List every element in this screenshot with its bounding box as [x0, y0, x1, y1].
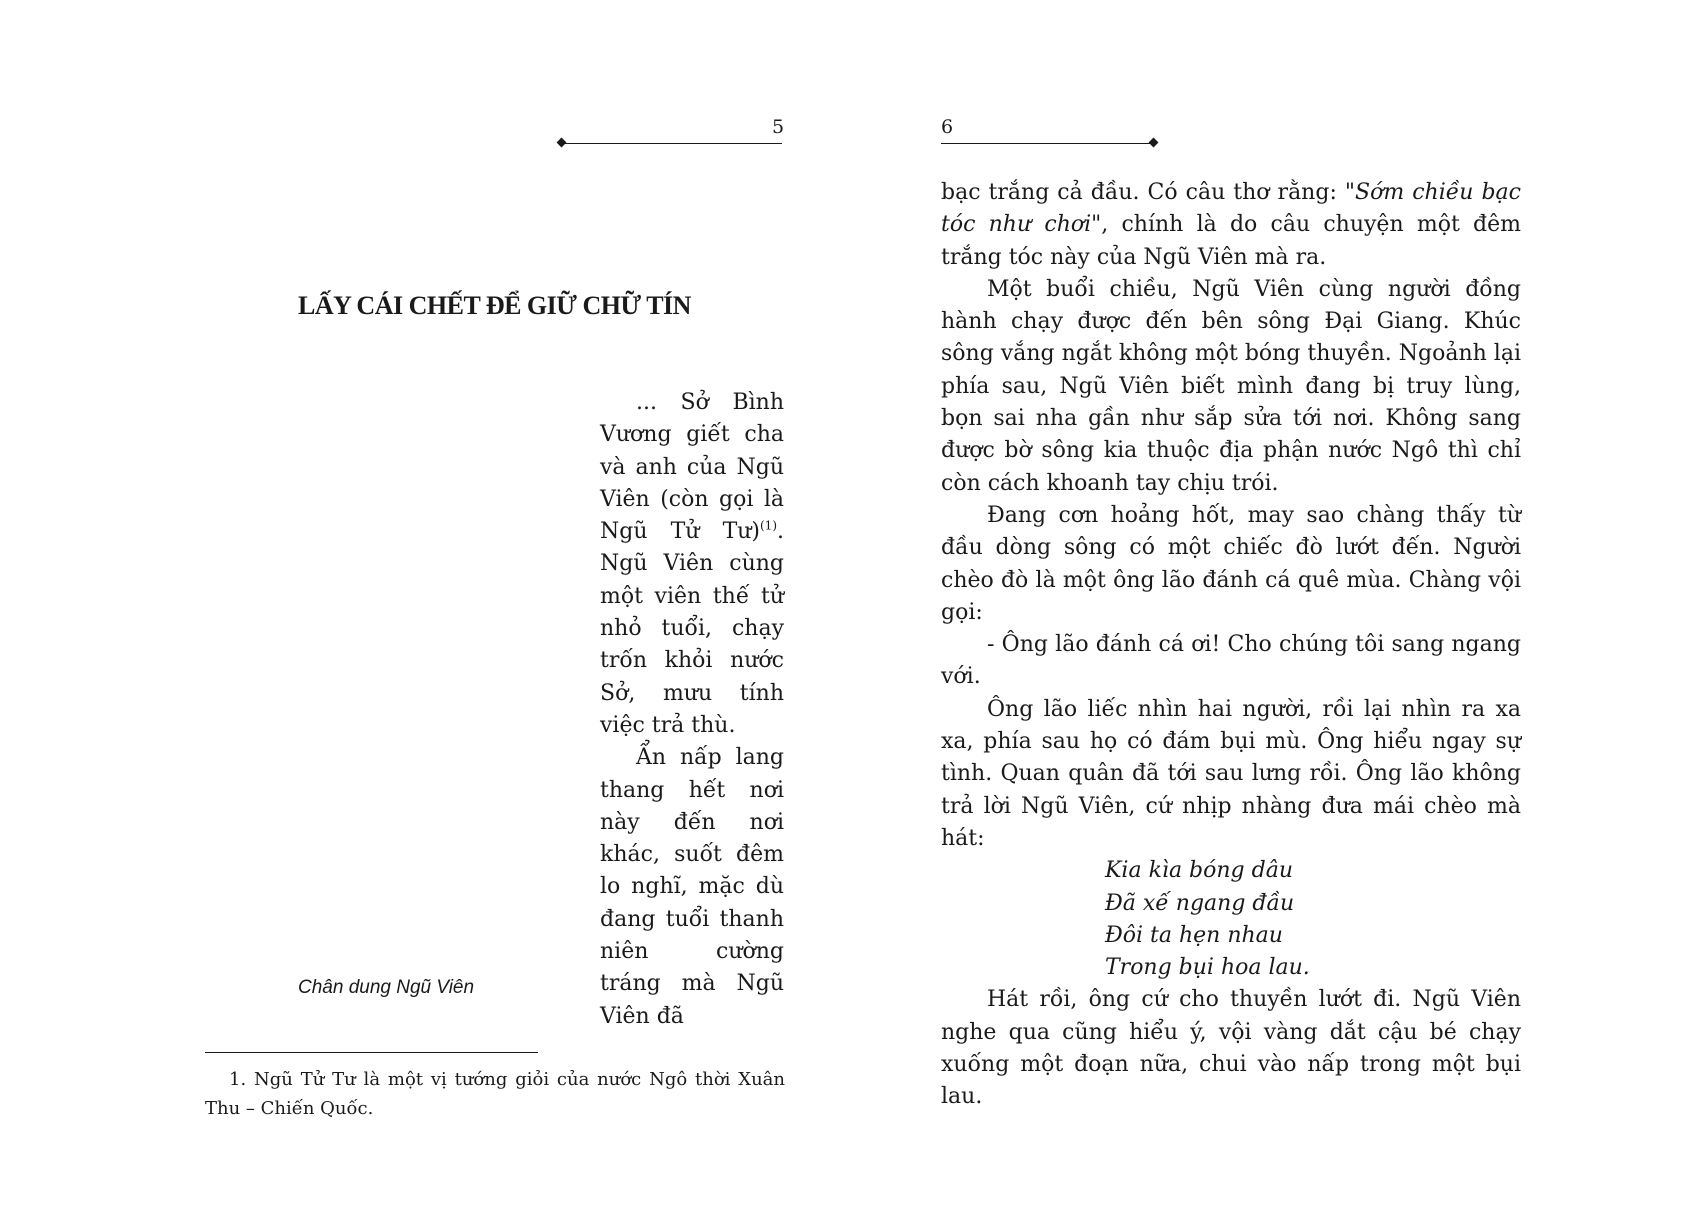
right-paragraph-0 [941, 177, 1521, 274]
footnote-ref: (1) [760, 518, 777, 533]
right-p0-start: bạc trắng cả đầu. Có câu thơ rằng: [941, 180, 1345, 205]
image-caption: Chân dung Ngũ Viên [298, 977, 475, 998]
right-paragraph-5: Hát rồi, ông cứ cho thuyền lướt đi. Ngũ Viên nghe qua cũng hiểu ý, vội vàng dắt cậu bé chạy xuống một đoạn nữa, chui vào nấp trong một bụi lau. [941, 987, 1521, 1110]
narrow-paragraph-1 [600, 387, 784, 742]
diamond-ornament-icon [1149, 138, 1159, 148]
verse-line: Đôi ta hẹn nhau [1105, 922, 1283, 948]
footnote-rule [205, 1052, 538, 1053]
right-text-column [941, 177, 1521, 1114]
poem-quote: "Sớm chiều bạc tóc như chơi" [941, 180, 1521, 238]
right-paragraph-2: Đang cơn hoảng hốt, may sao chàng thấy từ đầu dòng sông có một chiếc đò lướt đến. Người chèo đò là một ông lão đánh cá quê mùa. Chàng vội gọi: [941, 502, 1521, 625]
page-number-right: 6 [941, 116, 954, 138]
header-rule-right [941, 143, 1153, 144]
page-number-left: 5 [772, 116, 785, 138]
narrow-p1-text: ... Sở Bình Vương giết cha và anh của Ngũ Viên (còn gọi là Ngũ Tử Tư) [600, 390, 784, 545]
narrow-p1-text-end: . Ngũ Viên cùng một viên thế tử nhỏ tuổi, chạy trốn khỏi nước Sở, mưu tính việc trả thù. [600, 519, 784, 738]
chapter-title: LẤY CÁI CHẾT ĐỂ GIỮ CHỮ TÍN [298, 291, 691, 320]
verse-line: Trong bụi hoa lau. [1105, 955, 1310, 981]
right-paragraph-4: Ông lão liếc nhìn hai người, rồi lại nhìn ra xa xa, phía sau họ có đám bụi mù. Ông hiểu ngay sự tình. Quan quân đã tới sau lưng rồi. Ông lão không trả lời Ngũ Viên, cứ nhịp nhàng đưa mái chèo mà hát: [941, 696, 1521, 851]
header-rule-left [562, 143, 782, 144]
right-paragraph-1: Một buổi chiều, Ngũ Viên cùng người đồng hành chạy được đến bên sông Đại Giang. Khúc sông vắng ngắt không một bóng thuyền. Ngoảnh lại phía sau, Ngũ Viên biết mình đang bị truy lùng, bọn sai nha gần như sắp sửa tới nơi. Không sang được bờ sông kia thuộc địa phận nước Ngô thì chỉ còn cách khoanh tay chịu trói. [941, 276, 1521, 496]
verse-line: Đã xế ngang đầu [1105, 890, 1295, 916]
song-verse [941, 855, 1521, 984]
diamond-ornament-icon [557, 138, 567, 148]
right-paragraph-3: - Ông lão đánh cá ơi! Cho chúng tôi sang ngang với. [941, 632, 1521, 690]
verse-line: Kia kìa bóng dâu [1105, 858, 1293, 884]
footnote-text: 1. Ngũ Tử Tư là một vị tướng giỏi của nước Ngô thời Xuân Thu – Chiến Quốc. [205, 1069, 785, 1119]
footnote [205, 1065, 785, 1123]
narrow-text-column [600, 387, 784, 1033]
narrow-paragraph-2: Ẩn nấp lang thang hết nơi này đến nơi khác, suốt đêm lo nghĩ, mặc dù đang tuổi thanh niên cường tráng mà Ngũ Viên đã [600, 745, 784, 1029]
right-p0-end: , chính là do câu chuyện một đêm trắng tóc này của Ngũ Viên mà ra. [941, 212, 1521, 270]
